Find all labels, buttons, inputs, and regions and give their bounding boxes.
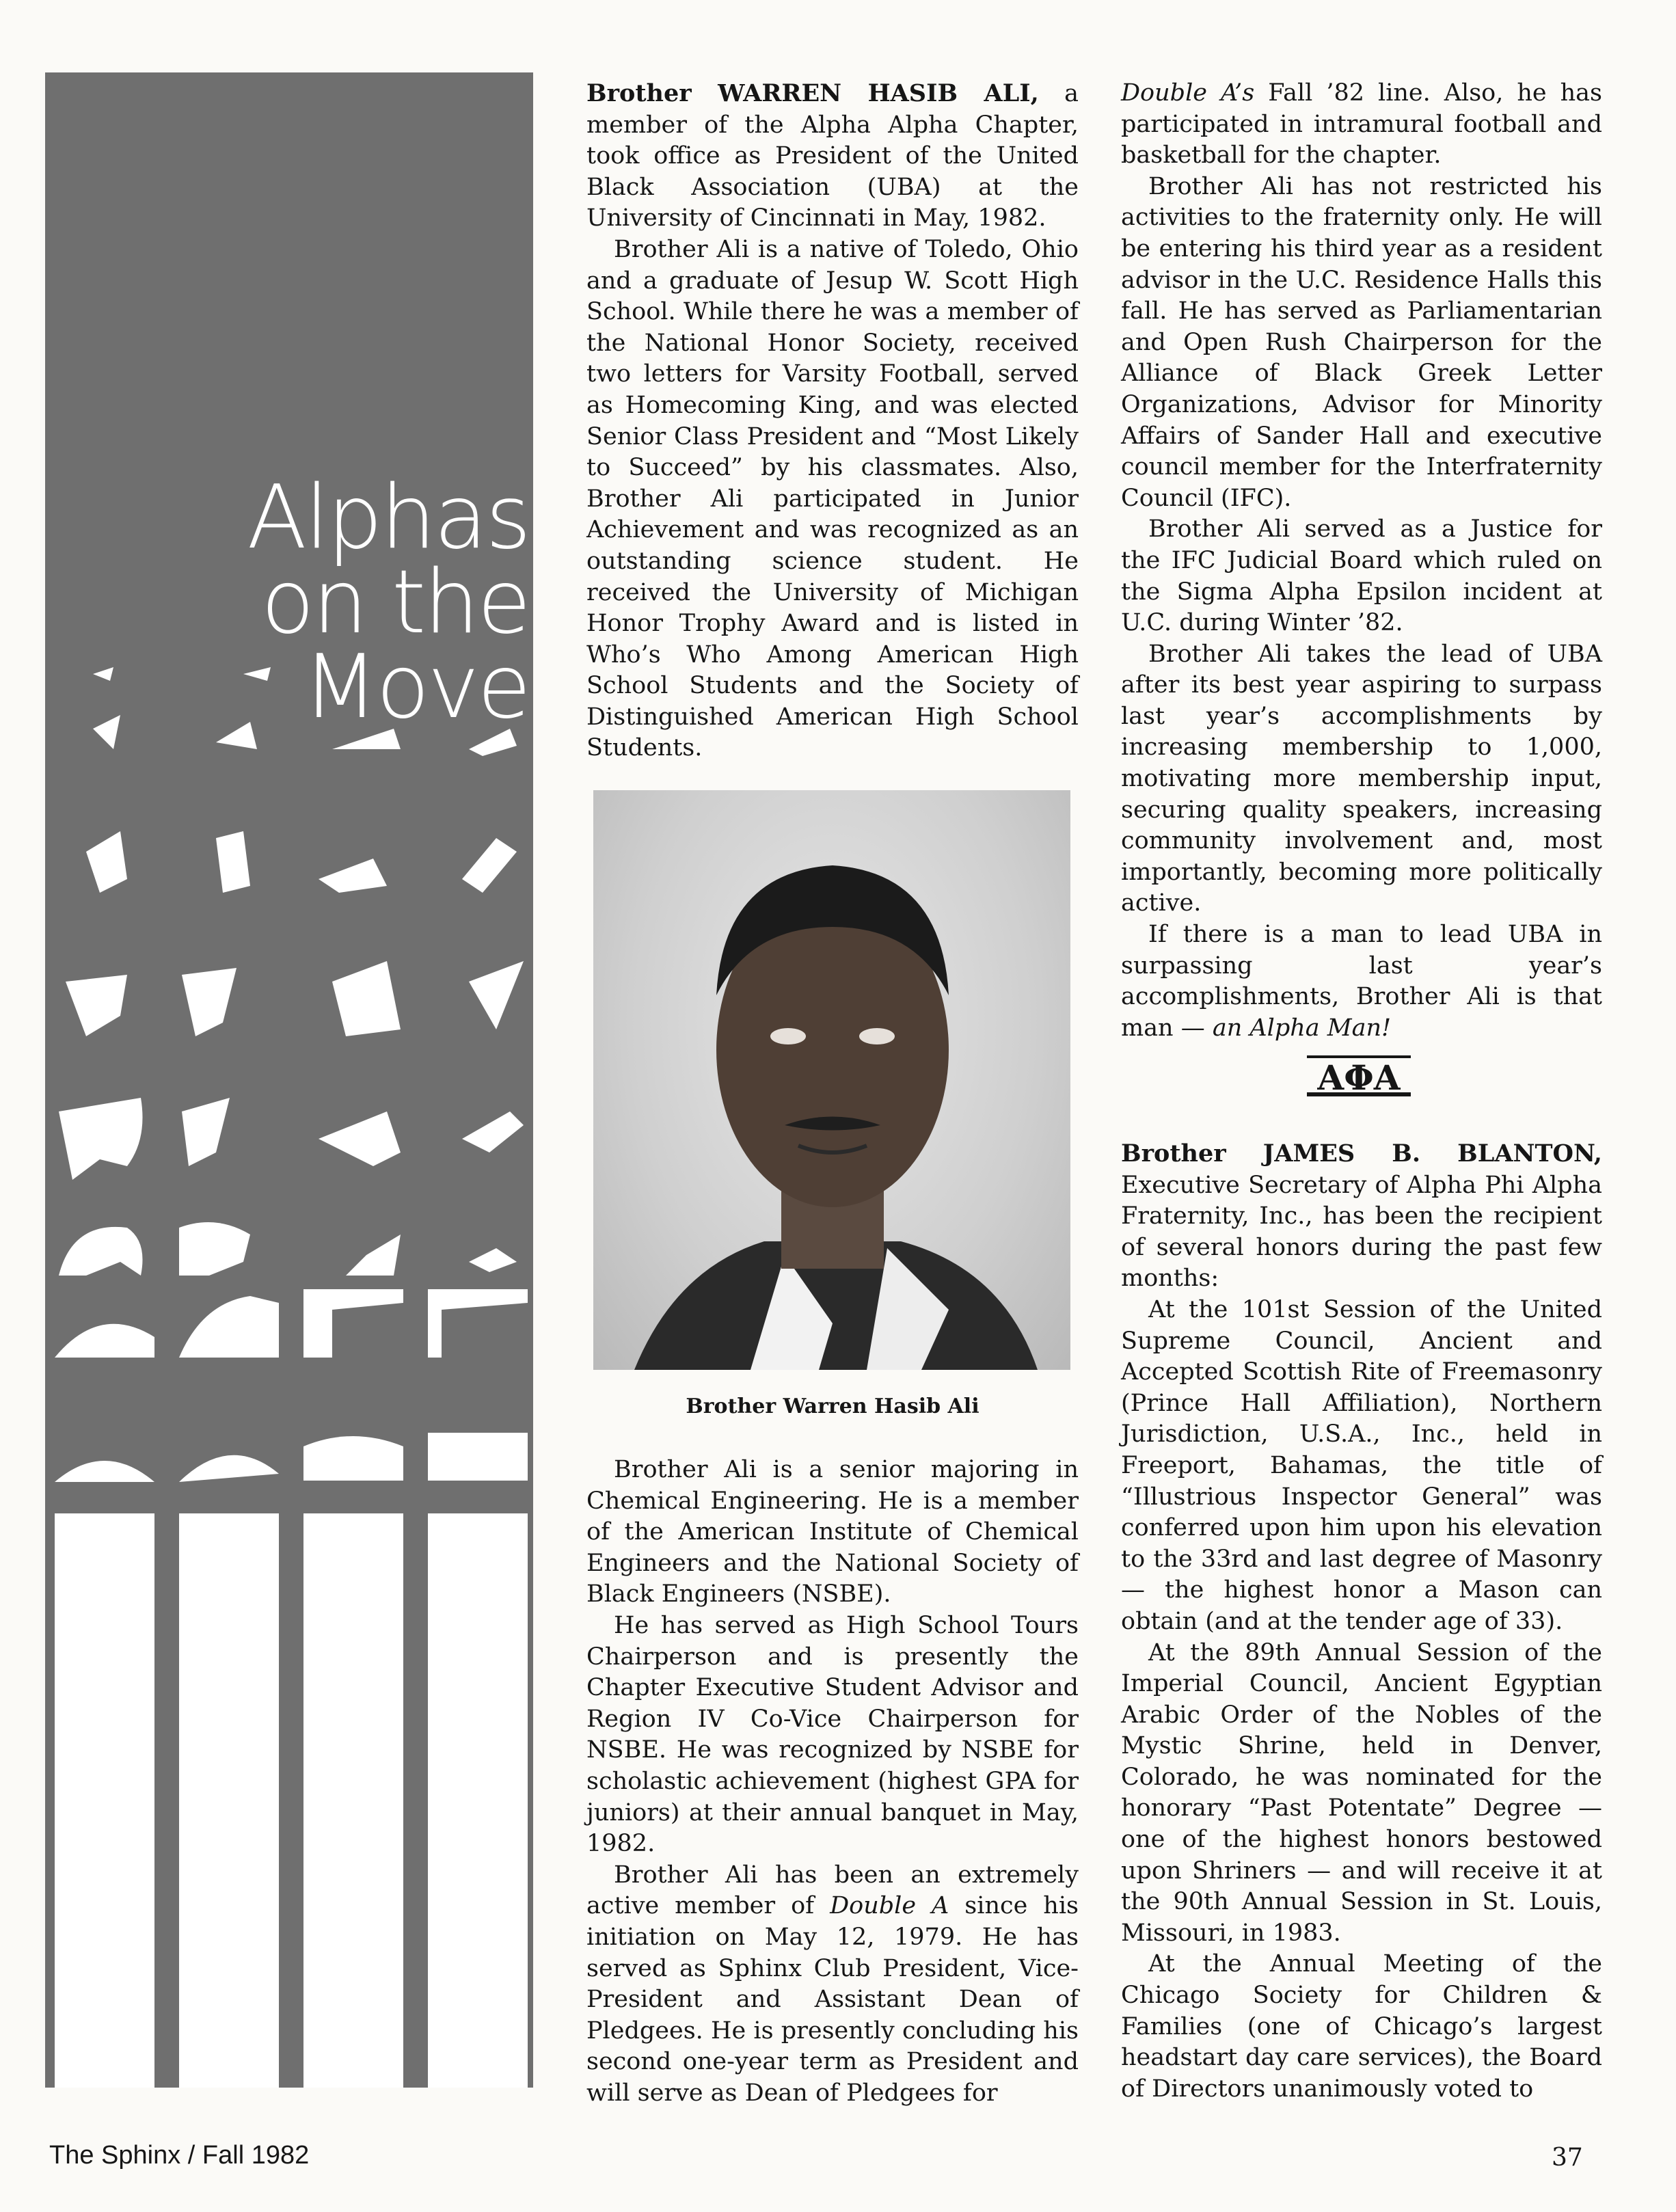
- banner-shape-r3-2: [216, 831, 250, 893]
- article2-paragraph-2: At the 101st Session of the United Supreme Council, Ancient and Accepted Scottish Rite of Freemasonry (Prince Hall Affiliation), Northern Jurisdiction, U.S.A., Inc., held in Freeport, Bahamas, the title of “Illustrious Inspector General” was conferred upon him upon his elevation to the 33rd and last degree of Masonry — the highest honor a Mason can obtain (and at the tender age of 33).: [1121, 1295, 1602, 1635]
- article1-paragraph-5-italic: Double A: [830, 1892, 949, 1920]
- banner-column-3: [303, 1513, 403, 2088]
- article2-paragraph-1-text: Executive Secretary of Alpha Phi Alpha Fraternity, Inc., has been the recipient of several honors during the past few months:: [1121, 1171, 1602, 1293]
- banner-shape-r7-4: [428, 1289, 528, 1358]
- banner-shape-r3-1: [86, 831, 127, 893]
- decorative-banner: [45, 72, 533, 2088]
- crest-letters: AΦA: [1317, 1057, 1401, 1098]
- portrait-eye-right: [859, 1028, 895, 1044]
- banner-shape-r7-2: [179, 1296, 279, 1358]
- banner-arch-3: [303, 1436, 403, 1481]
- banner-shape-r6-1: [59, 1227, 143, 1276]
- banner-shape-r6-3: [346, 1235, 401, 1276]
- banner-shape-r4-4: [469, 961, 524, 1029]
- banner-shape-r5-1: [59, 1098, 143, 1180]
- portrait-illustration: [593, 790, 1070, 1370]
- article1-column-top: [586, 78, 1079, 764]
- banner-shape-r5-4: [462, 1111, 524, 1152]
- article1-column-bottom: [586, 1455, 1079, 2109]
- article1-paragraph-10-text: If there is a man to lead UBA in surpassing last year’s accomplishments, Brother Ali is that man —: [1121, 921, 1602, 1042]
- banner-shape-r3-4: [462, 838, 517, 893]
- article1-paragraph-6-italic: Double A’s: [1121, 79, 1255, 107]
- banner-arch-2: [179, 1455, 279, 1482]
- banner-title: [247, 467, 529, 738]
- article2-lead-name: Brother JAMES B. BLANTON,: [1121, 1139, 1602, 1168]
- article1-paragraph-7: Brother Ali has not restricted his activities to the fraternity only. He will be entering his third year as a resident advisor in the U.C. Residence Halls this fall. He has served as Parliamentarian and Open Rush Chairperson for the Alliance of Black Greek Letter Organizations, Advisor for Minority Affairs of Sander Hall and executive council member for the Interfraternity Council (IFC).: [1121, 172, 1602, 512]
- page-number: 37: [1552, 2144, 1583, 2172]
- banner-shape-r1-1: [93, 667, 113, 681]
- article1-paragraph-5-text-b: since his initiation on May 12, 1979. He has served as Sphinx Club President, Vice-President and Assistant Dean of Pledgees. He is presently concluding his second one-year term as President and will serve as Dean of Pledgees for: [586, 1892, 1079, 2107]
- article1-paragraph-3: Brother Ali is a senior majoring in Chemical Engineering. He is a member of the American Institute of Chemical Engineers and the National Society of Black Engineers (NSBE).: [586, 1456, 1079, 1608]
- banner-shape-r2-1: [93, 715, 120, 749]
- banner-shape-r5-2: [182, 1098, 230, 1166]
- portrait-eye-left: [770, 1028, 806, 1044]
- article1-paragraph-10: [1121, 919, 1602, 1044]
- article1-paragraph-1-text: a member of the Alpha Alpha Chapter, took office as President of the United Black Association (UBA) at the University of Cincinnati in May, 1982.: [586, 80, 1079, 232]
- article1-lead-name: Brother WARREN HASIB ALI,: [586, 79, 1039, 107]
- banner-title-line2: on the: [260, 552, 529, 653]
- article2-paragraph-3: At the 89th Annual Session of the Imperial Council, Ancient Egyptian Arabic Order of the Nobles of the Mystic Shrine, held in Denver, Colorado, he was nominated for the honorary “Past Potentate” Degree — one of the highest honors bestowed upon Shriners — and will receive it at the 90th Annual Session in St. Louis, Missouri, in 1983.: [1121, 1638, 1602, 1947]
- article2-paragraph-4: At the Annual Meeting of the Chicago Society for Children & Families (one of Chicago’s largest headstart day care services), the Board of Directors unanimously voted to: [1121, 1950, 1602, 2103]
- article1-paragraph-4: He has served as High School Tours Chairperson and is presently the Chapter Executive Student Advisor and Region IV Co-Vice Chairperson for NSBE. He was recognized by NSBE for scholastic achievement (highest GPA for juniors) at their annual banquet in May, 1982.: [586, 1611, 1079, 1858]
- fraternity-crest-icon: [1304, 1053, 1414, 1101]
- article1-paragraph-6: [1121, 78, 1602, 172]
- publication-footer: The Sphinx / Fall 1982: [49, 2141, 310, 2170]
- article1-paragraph-9: Brother Ali takes the lead of UBA after its best year aspiring to surpass last year’s accomplishments by increasing membership to 1,000, motivating more membership input, securing quality speakers, increasing community involvement and, most importantly, becoming more politically active.: [1121, 640, 1602, 917]
- article1-paragraph-1: [586, 78, 1079, 234]
- portrait-photo: [593, 790, 1070, 1370]
- photo-caption: Brother Warren Hasib Ali: [686, 1394, 979, 1418]
- article2-paragraph-1: [1121, 1138, 1602, 1295]
- article1-paragraph-10-italic: an Alpha Man!: [1212, 1014, 1392, 1042]
- article1-paragraph-6-text: Fall ’82 line. Also, he has participated in intramural football and basketball for the chapter.: [1121, 79, 1602, 170]
- banner-shape-r4-2: [182, 968, 236, 1036]
- article1-paragraph-5: [586, 1860, 1079, 2109]
- banner-column-4: [428, 1513, 528, 2088]
- banner-title-line1: Alphas: [247, 467, 529, 569]
- article1-paragraph-2: Brother Ali is a native of Toledo, Ohio and a graduate of Jesup W. Scott High School. While there he was a member of the National Honor Society, received two letters for Varsity Football, served as Homecoming King, and was elected Senior Class President and “Most Likely to Succeed” by his classmates. Also, Brother Ali participated in Junior Achievement and was recognized as an outstanding science student. He received the University of Michigan Honor Trophy Award and is listed in Who’s Who Among American High School Students and the Society of Distinguished American High School Students.: [586, 235, 1079, 762]
- banner-shape-r3-3: [319, 859, 387, 893]
- banner-title-line3: Move: [302, 636, 529, 738]
- banner-shape-r4-1: [66, 975, 127, 1036]
- banner-shape-r7-3: [303, 1289, 403, 1358]
- banner-shape-r7-1: [55, 1324, 154, 1358]
- banner-shape-r6-4: [469, 1248, 517, 1272]
- banner-arch-4: [428, 1433, 528, 1481]
- article1-column-right: [1121, 78, 1602, 1044]
- article2-column: [1121, 1138, 1602, 2105]
- banner-silhouette-art: [45, 72, 533, 2088]
- article1-paragraph-5-text-a: Brother Ali has been an extremely active member of: [586, 1861, 1079, 1920]
- banner-column-1: [55, 1513, 154, 2088]
- banner-column-2: [179, 1513, 279, 2088]
- banner-shape-r5-3: [319, 1111, 401, 1166]
- banner-shape-r6-2: [179, 1222, 250, 1276]
- banner-shape-r4-3: [332, 961, 401, 1036]
- banner-arch-1: [55, 1461, 154, 1482]
- article1-paragraph-8: Brother Ali served as a Justice for the IFC Judicial Board which ruled on the Sigma Alpha Epsilon incident at U.C. during Winter ’82.: [1121, 515, 1602, 637]
